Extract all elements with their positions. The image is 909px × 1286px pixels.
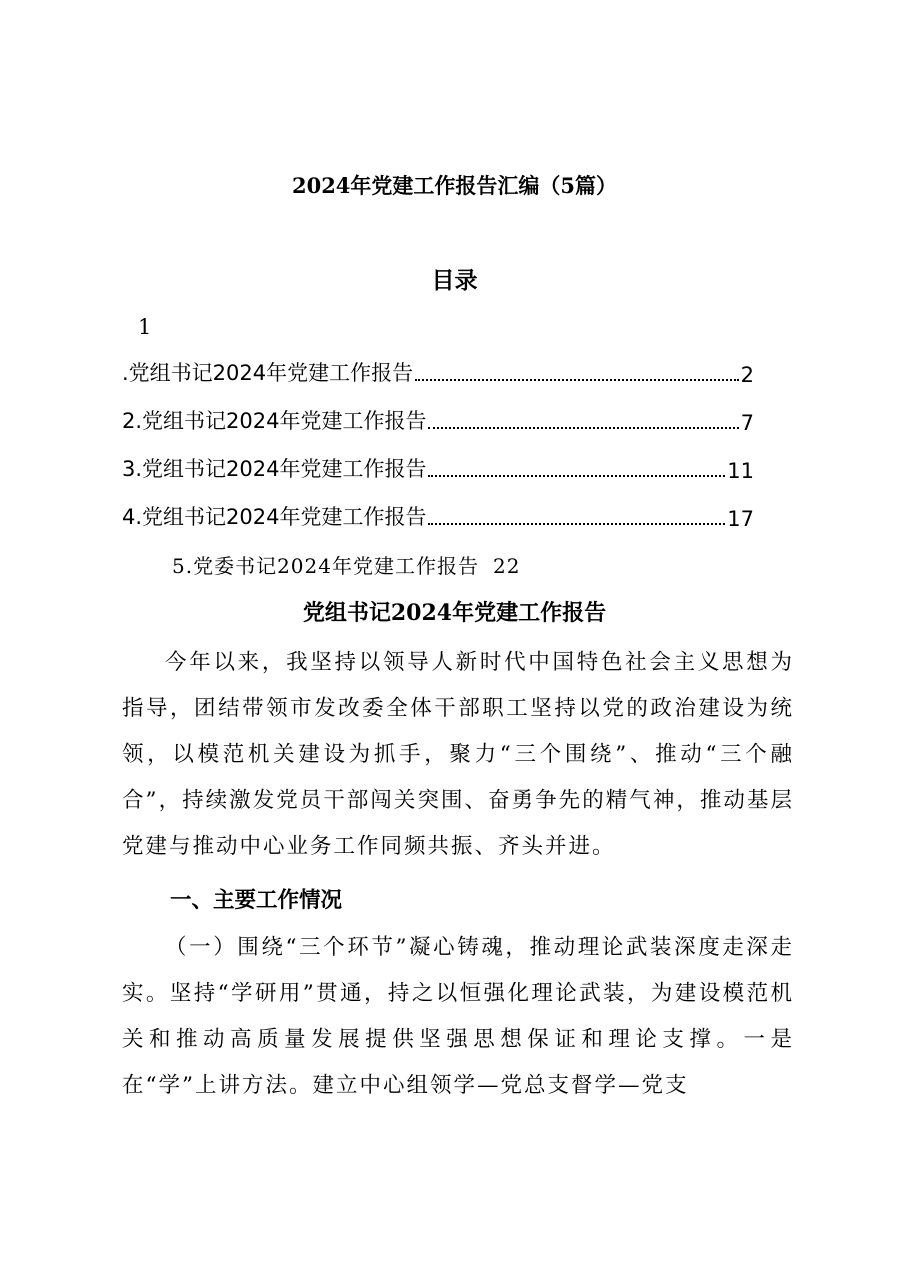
body-paragraph-2: （一）围绕“三个环节”凝心铸魂，推动理论武装深度走深走实。坚持“学研用”贯通，持之以恒强化理论武装，为建设模范机关和推动高质量发展提供坚强思想保证和理论支撑。一是在“学”上讲方法。建立中心组领学—党总支督学—党支 — [122, 935, 794, 1098]
toc-entry-page: 17 — [727, 507, 754, 531]
toc-leader-dots — [415, 379, 739, 381]
toc-entry-page: 7 — [740, 411, 754, 435]
toc-entry-label: 3.党组书记2024年党建工作报告 — [122, 457, 427, 481]
toc-entry-page: 22 — [492, 554, 521, 578]
toc-first-number: 1 — [138, 315, 152, 339]
toc-leader-dots — [428, 523, 725, 525]
intro-paragraph: 今年以来，我坚持以领导人新时代中国特色社会主义思想为指导，团结带领市发改委全体干部职工坚持以党的政治建设为统领，以模范机关建设为抓手，聚力“三个围绕”、推动“三个融合”，持续激发党员干部闯关突围、奋勇争先的精气神，推动基层党建与推动中心业务工作同频共振、齐头并进。 — [122, 650, 794, 859]
toc-heading: 目录 — [431, 267, 478, 294]
toc-entry-label: .党组书记2024年党建工作报告 — [122, 361, 414, 385]
toc-entry-1[interactable] — [122, 357, 754, 387]
toc-entry-label: 4.党组书记2024年党建工作报告 — [122, 505, 427, 529]
document-title: 2024年党建工作报告汇编（5篇） — [291, 173, 618, 198]
toc-entry-page: 2 — [740, 363, 754, 387]
section-heading-1: 一、主要工作情况 — [170, 888, 343, 913]
toc-entry-label: 5.党委书记2024年党建工作报告 — [172, 554, 479, 578]
toc-leader-dots — [428, 427, 738, 429]
toc-leader-dots — [428, 475, 725, 477]
toc-entry-label: 2.党组书记2024年党建工作报告 — [122, 409, 427, 433]
toc-entry-4[interactable] — [122, 501, 754, 531]
toc-entry-3[interactable] — [122, 453, 754, 483]
section-title: 党组书记2024年党建工作报告 — [302, 600, 607, 626]
toc-entry-5[interactable] — [172, 550, 520, 579]
toc-entry-2[interactable] — [122, 405, 754, 435]
toc-entry-page: 11 — [727, 459, 754, 483]
